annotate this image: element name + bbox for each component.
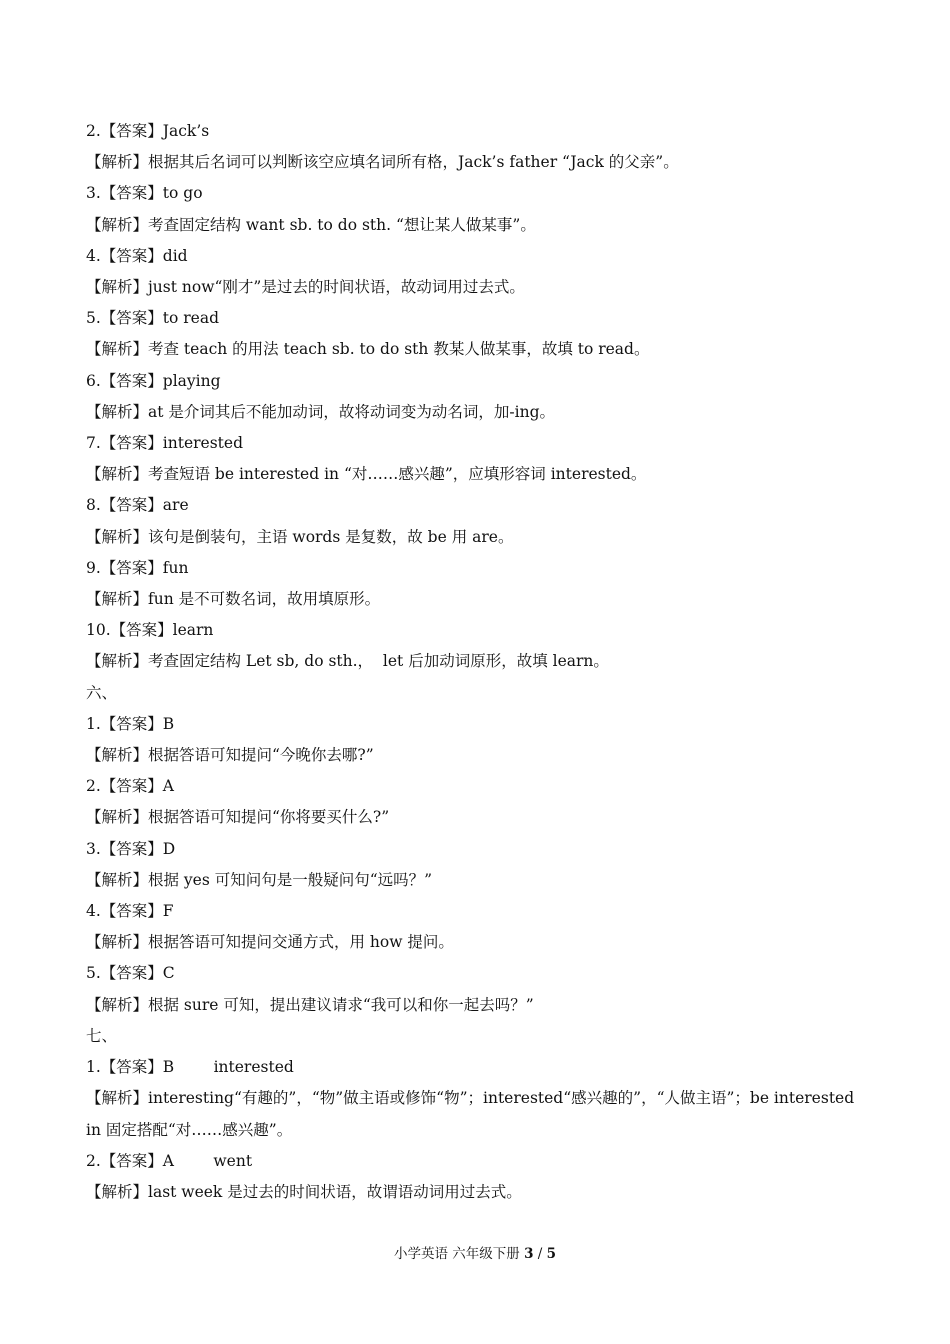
answer-line: 3.【答案】to go [86,184,203,203]
answer-line: 3.【答案】D [86,839,176,858]
analysis-line: 【解析】根据答语可知提问“你将要买什么?” [86,808,390,827]
current-page-number: 3 [524,1246,534,1262]
answer-line: 6.【答案】playing [86,371,221,390]
analysis-line: 【解析】该句是倒装句，主语 words 是复数，故 be 用 are。 [86,527,514,546]
answer-line: 2.【答案】Jack’s [86,122,210,140]
answer-line: 2.【答案】A went [86,1151,253,1170]
answer-line: 10.【答案】learn [86,621,214,640]
analysis-line: 【解析】fun 是不可数名词，故用填原形。 [86,590,381,609]
answer-line: 5.【答案】to read [86,309,220,328]
answer-line: 7.【答案】interested [86,434,243,453]
analysis-line: 【解析】根据其后名词可以判断该空应填名词所有格，Jack’s father “Jack 的父亲”。 [86,153,679,172]
section-heading-6: 六、 [86,683,118,702]
answer-line: 4.【答案】did [86,246,188,265]
analysis-line: 【解析】考查 teach 的用法 teach sb. to do sth 教某人做某事，故填 to read。 [86,340,650,359]
answer-line: 1.【答案】B interested [86,1058,294,1077]
analysis-line: 【解析】根据 sure 可知，提出建议请求“我可以和你一起去吗？” [86,995,534,1014]
answer-line: 4.【答案】F [86,902,174,921]
analysis-line: 【解析】考查固定结构 want sb. to do sth. “想让某人做某事”。 [86,215,536,234]
analysis-line: 【解析】根据 yes 可知问句是一般疑问句“远吗？” [86,870,433,889]
answer-line: 8.【答案】are [86,496,189,515]
answer-line: 2.【答案】A [86,777,174,796]
analysis-line: 【解析】考查固定结构 Let sb, do sth.， let 后加动词原形，故填 learn。 [86,652,609,671]
analysis-line: 【解析】at 是介词其后不能加动词，故将动词变为动名词，加-ing。 [86,402,555,421]
analysis-line: 【解析】just now“刚才”是过去的时间状语，故动词用过去式。 [86,278,525,297]
analysis-line: 【解析】根据答语可知提问交通方式，用 how 提问。 [86,933,454,952]
total-pages-number: 5 [546,1246,557,1262]
page-footer [0,1244,950,1264]
footer-title: 小学英语 六年级下册 [393,1246,520,1262]
answer-content [86,116,870,1208]
analysis-line: 【解析】last week 是过去的时间状语，故谓语动词用过去式。 [86,1182,522,1201]
page-separator: / [537,1246,543,1262]
analysis-line: 【解析】根据答语可知提问“今晚你去哪?” [86,746,374,765]
answer-line: 9.【答案】fun [86,558,189,577]
analysis-line: 【解析】考查短语 be interested in “对……感兴趣”，应填形容词 interested。 [86,465,647,484]
analysis-line: 【解析】interesting“有趣的”，“物”做主语或修饰“物”；interested“感兴趣的”，“人做主语”；be interested in 固定搭配“对……感兴趣”。 [86,1089,855,1139]
section-heading-7: 七、 [86,1026,118,1045]
answer-line: 1.【答案】B [86,714,175,733]
answer-line: 5.【答案】C [86,964,175,983]
